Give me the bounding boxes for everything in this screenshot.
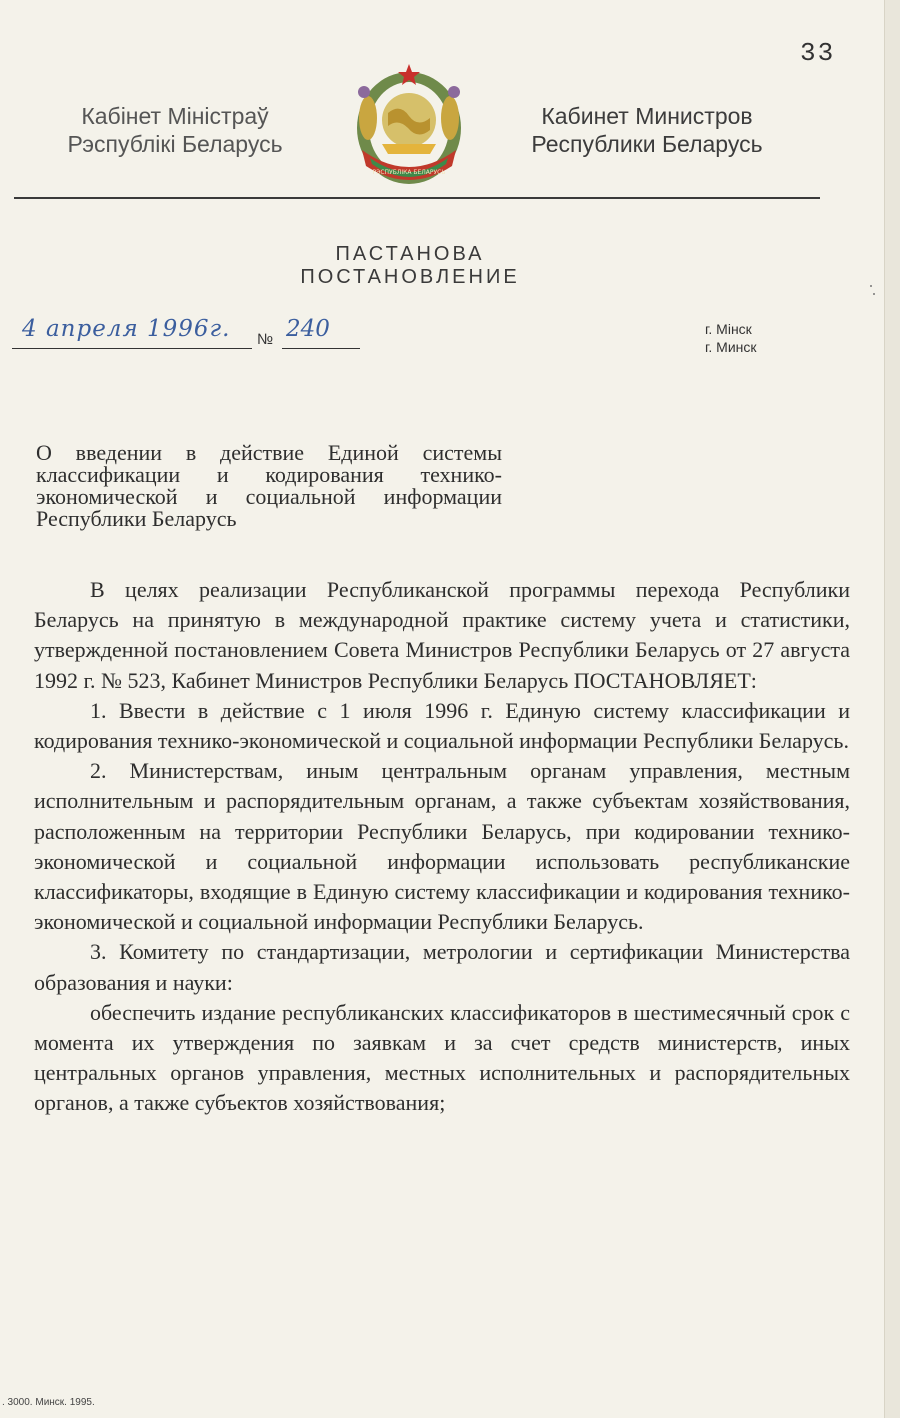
handwritten-date: 4 апреля 1996г. (22, 316, 231, 342)
body-paragraph-item-3-sub: обеспечить издание республиканских классификаторов в шестимесячный срок с момента их утверждения по заявкам и за счет средств министерств, иных центральных органов управления, местных исполнительных и распорядительных органов, а также субъектов хозяйствования; (34, 999, 850, 1116)
state-emblem-icon (350, 58, 468, 190)
handwritten-number: 240 (286, 316, 330, 342)
subject-line: экономической и социальной информации (36, 484, 502, 509)
document-type-russian: ПОСТАНОВЛЕНИЕ (300, 266, 520, 288)
subject-line: классификации и кодирования технико- (36, 462, 502, 487)
city-russian: г. Минск (705, 339, 757, 355)
body-paragraph-preamble: В целях реализации Республиканской программы перехода Республики Беларусь на принятую в международной практике систему учета и статистики, утвержденной постановлением Совета Министров Республики Беларусь от 27 августа 1992 г. № 523, Кабинет Министров Республики Беларусь ПОСТАНОВЛЯЕТ: (34, 577, 850, 693)
header-divider (14, 197, 820, 199)
header-right-line-2: Республики Беларусь (531, 131, 763, 157)
city-belarusian: г. Мiнск (705, 321, 752, 337)
header-left-line-1: Кабінет Міністраў (81, 103, 269, 129)
header-right-line-1: Кабинет Министров (541, 103, 753, 129)
header-issuer-belarusian (40, 102, 310, 158)
document-type (240, 243, 580, 289)
subject-line: О введении в действие Единой системы (36, 440, 502, 465)
document-type-belarusian: ПАСТАНОВА (335, 243, 485, 265)
city-block (705, 320, 757, 356)
document-subject (36, 442, 502, 530)
body-paragraph-item-2: 2. Министерствам, иным центральным органам управления, местным исполнительным и распорядительным органам, а также субъектам хозяйствования, расположенным на территории Республики Беларусь, при кодировании технико-экономической и социальной информации использовать республиканские классификаторы, входящие в Единую систему классификации и кодирования технико-экономической и социальной информации Республики Беларусь. (34, 758, 850, 935)
body-paragraph-item-1: 1. Ввести в действие с 1 июля 1996 г. Единую систему классификации и кодирования технико-экономической и социальной информации Республики Беларусь. (34, 697, 850, 754)
header-issuer-russian (512, 102, 782, 158)
emblem-ribbon-text: РЭСПУБЛІКА БЕЛАРУСЬ (372, 169, 446, 176)
subject-line: Республики Беларусь (36, 506, 237, 531)
number-label: № (257, 331, 274, 348)
header-left-line-2: Рэспублікі Беларусь (67, 131, 283, 157)
body-paragraph-item-3: 3. Комитету по стандартизации, метрологии и сертификации Министерства образования и науки: (34, 939, 850, 995)
document-body (34, 575, 850, 1119)
page-number: 33 (800, 38, 836, 68)
paper-specks (868, 282, 878, 302)
print-footer: . 3000. Минск. 1995. (2, 1397, 95, 1408)
